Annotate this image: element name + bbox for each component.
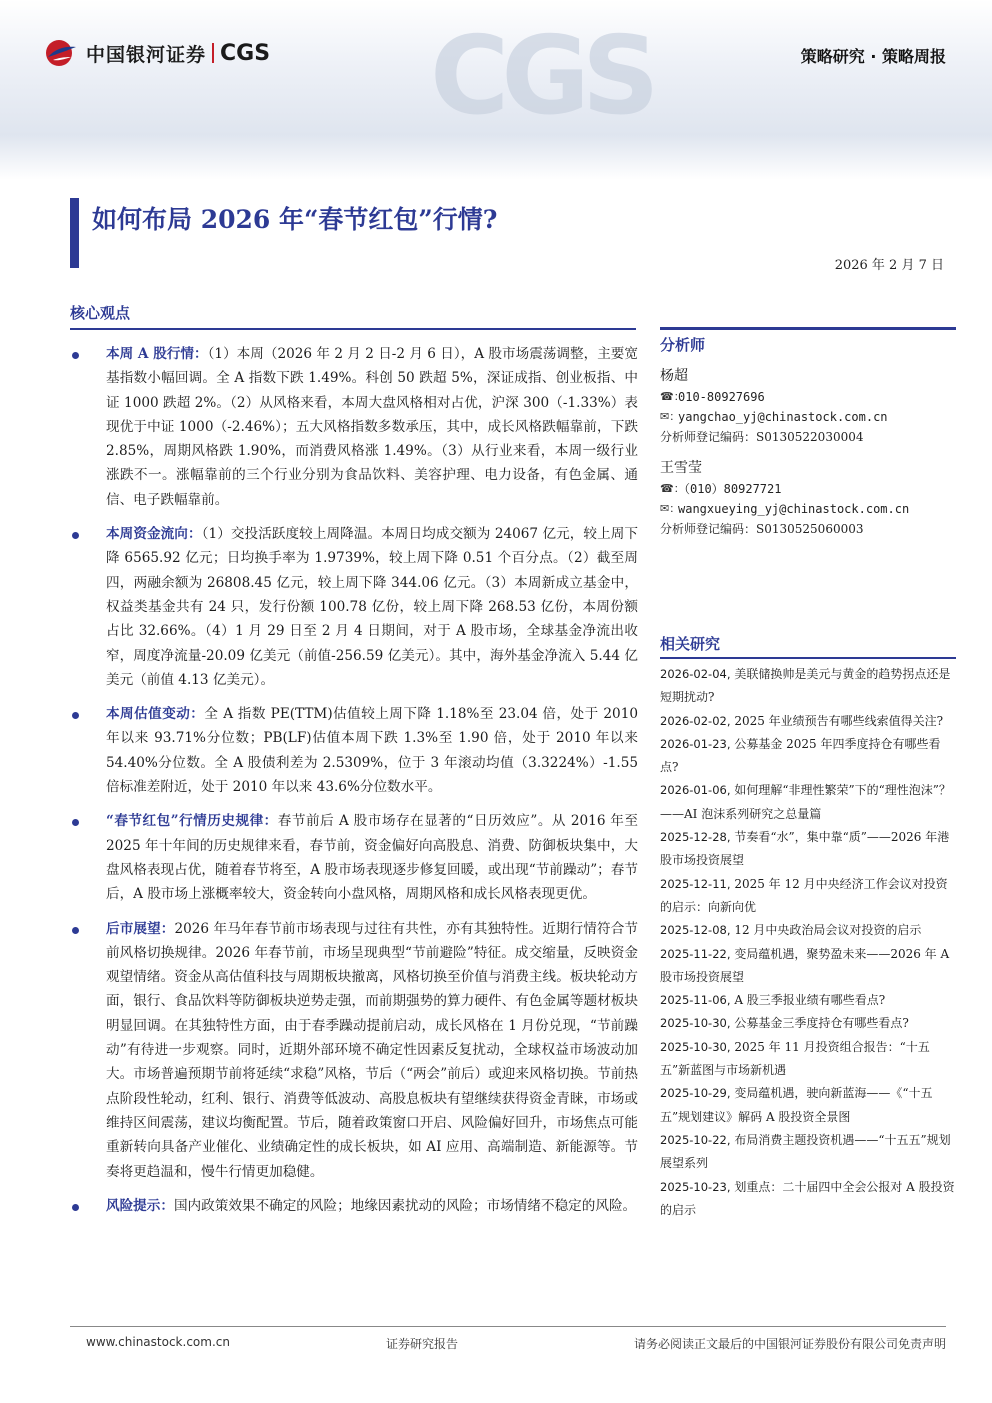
related-title[interactable]: A 股三季报业绩有哪些看点?: [734, 993, 886, 1008]
bullet-text: （1）交投活跃度较上周降温。本周日均成交额为 24067 亿元，较上周下降 6565.92 亿元；日均换手率为 1.9739%，较上周下降 0.51 个百分点。（2）截至周四，两融余额为 26808.45 亿元，较上周下降 344.06 亿元。（3）本周新成立基金中，权益类基金共有 24 只，发行份额 100.78 亿份，较上周下降 268.53 亿份，本周份额占比 32.66%。（4）1 月 29 日至 2 月 4 日期间，对于 A 股市场，全球基金净流出收窄，周度净流量-20.09 亿美元（前值-256.59 亿美元）。其中，海外基金净流入 5.44 亿美元（前值 4.13 亿美元）。: [106, 526, 639, 688]
related-date: 2026-01-23,: [660, 736, 731, 751]
related-item[interactable]: [660, 1012, 956, 1035]
related-item[interactable]: [660, 1176, 956, 1223]
related-title[interactable]: 如何理解“非理性繁荣”下的“理性泡沫”？——AI 泡沫系列研究之总量篇: [660, 783, 951, 821]
bullet-risk: [70, 1194, 638, 1218]
report-date: 2026 年 2 月 7 日: [834, 258, 944, 273]
footer-disclaimer: 请务必阅读正文最后的中国银河证券股份有限公司免责声明: [633, 1337, 946, 1351]
core-heading-label: 核心观点: [70, 304, 131, 322]
related-title[interactable]: 公募基金 2025 年四季度持仓有哪些看点?: [660, 736, 941, 775]
bullet-text: 国内政策效果不确定的风险；地缘因素扰动的风险；市场情绪不稳定的风险。: [173, 1197, 637, 1214]
analyst-heading: [660, 327, 956, 355]
report-title: 如何布局 2026 年“春节红包”行情?: [92, 205, 498, 234]
related-title[interactable]: 节奏看“水”，集中靠“质”——2026 年港股市场投资展望: [660, 830, 950, 868]
related-date: 2025-10-29,: [660, 1086, 731, 1101]
bullet-weekly-market: [70, 342, 638, 512]
email-link[interactable]: wangxueying_yj@chinastock.com.cn: [678, 502, 910, 516]
related-date: 2025-12-28,: [660, 830, 731, 845]
related-item[interactable]: [660, 826, 956, 873]
related-date: 2025-12-11,: [660, 876, 731, 891]
related-item[interactable]: [660, 710, 956, 733]
brand-divider: [212, 43, 214, 63]
bullet-dot-icon: [72, 927, 79, 934]
related-date: 2025-10-30,: [660, 1039, 731, 1054]
related-heading-label: 相关研究: [660, 635, 721, 653]
bullet-fund-flow: [70, 522, 638, 692]
bullet-dot-icon: [72, 1204, 79, 1211]
brand-name-en: CGS: [220, 40, 271, 66]
galaxy-logo-icon: [44, 38, 78, 68]
analyst-phone: [660, 387, 956, 407]
related-date: 2025-10-22,: [660, 1132, 731, 1147]
phone-icon: ☎：: [660, 482, 685, 495]
related-date: 2025-10-30,: [660, 1016, 731, 1031]
brand-name-cn: 中国银河证券: [86, 43, 207, 66]
email-icon: ✉：: [660, 410, 681, 423]
footer-divider: [70, 1326, 946, 1327]
report-category: 策略研究 · 策略周报: [800, 47, 946, 66]
related-date: 2025-10-23,: [660, 1179, 731, 1194]
analyst-registration: [660, 427, 956, 447]
bullet-dot-icon: [72, 532, 79, 539]
analyst-name: 杨超: [660, 368, 688, 384]
core-section-heading: [70, 302, 636, 330]
related-item[interactable]: [660, 989, 956, 1012]
bullet-lead: 本周估值变动：: [106, 706, 205, 723]
related-title[interactable]: 公募基金三季度持仓有哪些看点?: [734, 1016, 909, 1031]
bullet-valuation: [70, 702, 638, 799]
registration-label: 分析师登记编码：: [660, 522, 757, 536]
brand-logo: [44, 38, 270, 68]
analyst-registration: [660, 519, 956, 539]
header-band: [0, 0, 992, 180]
bullet-dot-icon: [72, 819, 79, 826]
phone-icon: ☎：: [660, 390, 685, 403]
related-title[interactable]: 美联储换帅是美元与黄金的趋势拐点还是短期扰动?: [660, 667, 951, 705]
analyst-heading-label: 分析师: [660, 336, 706, 354]
footer-doc-type: 证券研究报告: [386, 1337, 459, 1351]
bullet-dot-icon: [72, 712, 79, 719]
related-item[interactable]: [660, 1036, 956, 1083]
related-heading: [660, 633, 956, 659]
analyst-email[interactable]: [660, 499, 956, 519]
related-research-panel: [660, 633, 956, 1222]
related-item[interactable]: [660, 779, 956, 826]
analyst-phone: [660, 479, 956, 499]
bullet-lead: “春节红包”行情历史规律：: [106, 813, 278, 830]
related-item[interactable]: [660, 733, 956, 780]
cgs-watermark: CGS: [430, 14, 652, 139]
bullet-lead: 本周资金流向：: [106, 526, 202, 543]
registration-value: S0130525060003: [756, 522, 864, 536]
bullet-lead: 后市展望：: [106, 920, 175, 937]
related-date: 2026-01-06,: [660, 783, 731, 798]
related-date: 2026-02-02,: [660, 713, 731, 728]
related-date: 2026-02-04,: [660, 667, 731, 681]
email-link[interactable]: yangchao_yj@chinastock.com.cn: [678, 410, 888, 424]
bullet-text: （1）本周（2026 年 2 月 2 日-2 月 6 日），A 股市场震荡调整，主要宽基指数小幅回调。全 A 指数下跌 1.49%。科创 50 跌超 5%，深证成指、创业板指、中证 1000 跌超 2%。（2）从风格来看，本周大盘风格相对占优，沪深 300（-1.33%）表现优于中证 1000（-2.46%）；五大风格指数多数承压，其中，成长风格跌幅靠前，下跌 2.85%，周期风格跌 1.90%，而消费风格涨 1.49%。（3）从行业来看，本周一级行业涨跌不一。涨幅靠前的三个行业分别为食品饮料、美容护理、电力设备，有色金属、通信、电子跌幅靠前。: [106, 346, 638, 508]
bullet-lead: 风险提示：: [106, 1197, 174, 1214]
analyst-panel: [660, 327, 956, 539]
bullet-text: 春节前后 A 股市场存在显著的“日历效应”。从 2016 年至 2025 年十年间的历史规律来看，春节前，资金偏好向高股息、消费、防御板块集中，大盘风格表现占优，随着春节将至，A 股市场表现逐步修复回暖，或出现“节前躁动”；春节后，A 股市场上涨概率较大，资金转向小盘风格，周期风格和成长风格表现更优。: [106, 813, 638, 903]
phone-value: （010）80927721: [678, 482, 782, 496]
related-date: 2025-11-22,: [660, 946, 731, 961]
related-title[interactable]: 划重点：二十届四中全会公报对 A 股投资的启示: [660, 1179, 955, 1217]
related-item[interactable]: [660, 1129, 956, 1176]
bullet-text: 全 A 指数 PE(TTM)估值较上周下降 1.18%至 23.04 倍，处于 2010 年以来 93.71%分位数；PB(LF)估值本周下跌 1.3%至 1.90 倍，处于 2010 年以来 54.40%分位数。全 A 股债利差为 2.5309%，位于 3 年滚动均值（3.3224%）-1.55 倍标准差附近，处于 2010 年以来 43.6%分位数水平。: [106, 706, 638, 796]
related-item[interactable]: [660, 1082, 956, 1129]
related-title[interactable]: 2025 年业绩预告有哪些线索值得关注?: [734, 713, 944, 728]
analyst-email[interactable]: [660, 407, 956, 427]
related-item[interactable]: [660, 663, 956, 710]
related-item[interactable]: [660, 919, 956, 942]
bullet-text: 2026 年马年春节前市场表现与过往有共性，亦有其独特性。近期行情符合节前风格切换规律。2026 年春节前，市场呈现典型“节前避险”特征。成交缩量，反映资金观望情绪。资金从高估值科技与周期板块撤离，风格切换至价值与消费主线。板块轮动方面，银行、食品饮料等防御板块逆势走强，而前期强势的算力硬件、有色金属等题材板块明显回调。在其独特性方面，由于春季躁动提前启动，成长风格在 1 月份兑现，“节前躁动”有待进一步观察。同时，近期外部环境不确定性因素反复扰动，全球权益市场波动加大。市场普遍预期节前将延续“求稳”风格，节后（“两会”前后）或迎来风格切换。节前热点阶段性轮动，红利、银行、消费等低波动、高股息板块有望继续获得资金青睐，市场或维持区间震荡，建议均衡配置。节后，随着政策窗口开启、风险偏好回升，市场焦点可能重新转向具备产业催化、业绩确定性的成长板块，如 AI 应用、高端制造、新能源等。节奏将更趋温和，慢牛行情更加稳健。: [106, 920, 638, 1180]
related-title[interactable]: 变局蕴机遇，驶向新蓝海——《“十五五”规划建议》解码 A 股投资全景图: [660, 1086, 933, 1124]
related-item[interactable]: [660, 943, 956, 990]
bullet-dot-icon: [72, 352, 79, 359]
related-title[interactable]: 2025 年 12 月中央经济工作会议对投资的启示：向新向优: [660, 876, 948, 914]
related-title[interactable]: 2025 年 11 月投资组合报告：“十五五”新蓝图与市场新机遇: [660, 1039, 930, 1078]
related-title[interactable]: 12 月中央政治局会议对投资的启示: [734, 923, 922, 938]
related-date: 2025-11-06,: [660, 993, 731, 1008]
title-accent-bar: [70, 198, 79, 268]
registration-label: 分析师登记编码：: [660, 430, 757, 444]
related-date: 2025-12-08,: [660, 923, 731, 938]
related-item[interactable]: [660, 873, 956, 920]
bullet-history: [70, 809, 638, 906]
bullet-outlook: [70, 917, 638, 1184]
registration-value: S0130522030004: [756, 430, 864, 444]
email-icon: ✉：: [660, 502, 681, 515]
related-title[interactable]: 布局消费主题投资机遇——“十五五”规划展望系列: [660, 1132, 951, 1171]
footer-website-link[interactable]: www.chinastock.com.cn: [86, 1335, 230, 1349]
bullet-lead: 本周 A 股行情：: [106, 346, 208, 362]
analyst-name: 王雪莹: [660, 460, 702, 476]
core-bullets: [70, 342, 638, 1228]
related-title[interactable]: 变局蕴机遇，聚势盈未来——2026 年 A 股市场投资展望: [660, 946, 950, 984]
phone-value: 010-80927696: [678, 390, 765, 404]
related-list: [660, 663, 956, 1222]
